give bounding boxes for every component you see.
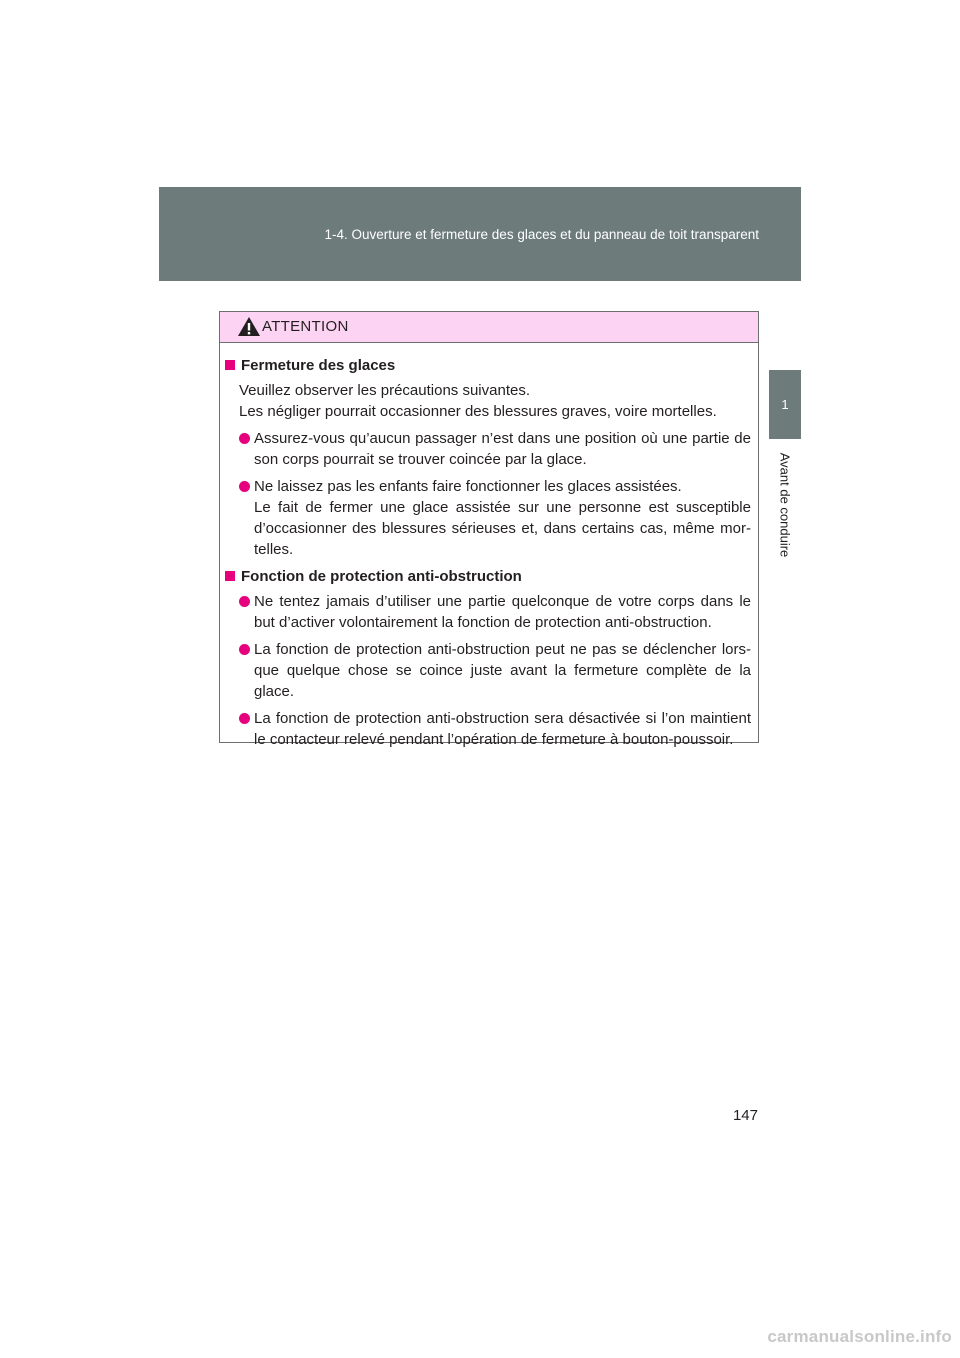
section-heading-glass-closing bbox=[224, 355, 751, 376]
section-heading-anti-obstruction bbox=[224, 566, 751, 587]
warning-body bbox=[220, 343, 758, 750]
section-heading-text: Fonction de protection anti-obstruction bbox=[241, 568, 522, 585]
warning-title: ATTENTION bbox=[262, 318, 349, 335]
section-heading-text: Fermeture des glaces bbox=[241, 357, 396, 374]
square-bullet-icon bbox=[225, 571, 235, 581]
list-item bbox=[239, 476, 751, 560]
header-band bbox=[159, 187, 801, 281]
chapter-tab bbox=[769, 370, 801, 439]
section-intro bbox=[224, 380, 751, 422]
list-item-text: La fonction de protection anti-obstruction sera désactivée si l’on maintient le contacteur relevé pendant l’opération de fermeture à bouton-poussoir. bbox=[254, 710, 751, 748]
list-item-text: Assurez-vous qu’aucun passager n’est dans une position où une partie de son corps pourrait se trouver coincée par la glace. bbox=[254, 430, 751, 468]
watermark: carmanualsonline.info bbox=[767, 1327, 952, 1346]
intro-line: Veuillez observer les précautions suivantes. bbox=[239, 382, 530, 399]
round-bullet-icon bbox=[239, 713, 250, 724]
list-item bbox=[239, 708, 751, 750]
round-bullet-icon bbox=[239, 481, 250, 492]
round-bullet-icon bbox=[239, 433, 250, 444]
list-item-text: Le fait de fermer une glace assistée sur une personne est susceptible d’occasionner des blessures sérieuses et, dans certains cas, même mor-telles. bbox=[254, 499, 751, 558]
list-item bbox=[239, 591, 751, 633]
list-item bbox=[239, 639, 751, 702]
list-item-text: Ne laissez pas les enfants faire fonctionner les glaces assistées. bbox=[254, 478, 682, 495]
page-number: 147 bbox=[732, 1107, 758, 1124]
warning-box bbox=[219, 311, 759, 748]
chapter-number: 1 bbox=[781, 397, 789, 412]
warning-triangle-icon bbox=[237, 316, 261, 337]
list-item bbox=[239, 428, 751, 470]
list-item-text: Ne tentez jamais d’utiliser une partie quelconque de votre corps dans le but d’activer volontairement la fonction de protection anti-obstruction. bbox=[254, 593, 751, 631]
square-bullet-icon bbox=[225, 360, 235, 370]
section-title: 1-4. Ouverture et fermeture des glaces et du panneau de toit transparent bbox=[324, 227, 759, 242]
round-bullet-icon bbox=[239, 596, 250, 607]
intro-line: Les négliger pourrait occasionner des blessures graves, voire mortelles. bbox=[239, 403, 717, 420]
chapter-label: Avant de conduire bbox=[777, 452, 793, 558]
warning-header bbox=[220, 312, 758, 343]
list-item-text: La fonction de protection anti-obstruction peut ne pas se déclencher lors-que quelque chose se coince juste avant la fermeture complète de la glace. bbox=[254, 641, 751, 700]
round-bullet-icon bbox=[239, 644, 250, 655]
